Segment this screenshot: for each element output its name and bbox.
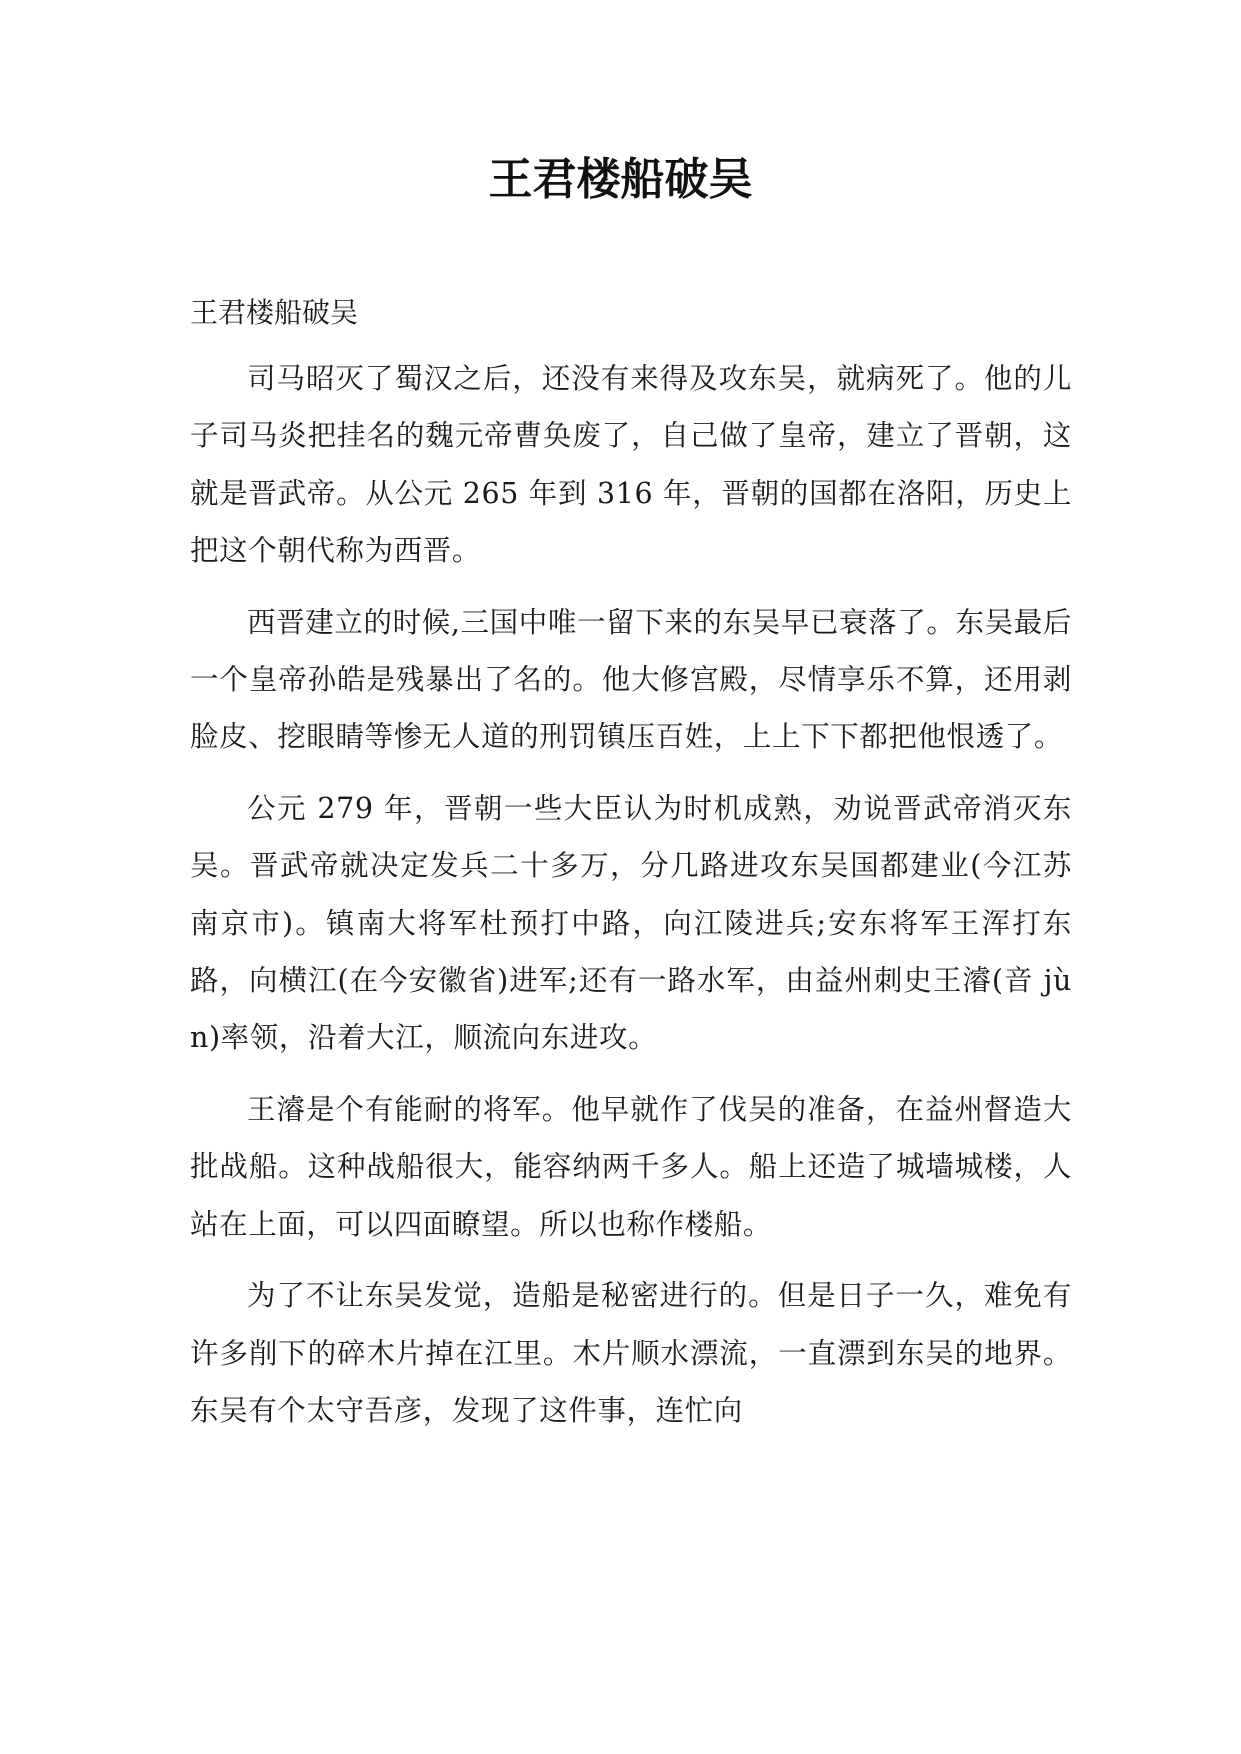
paragraph-3: 公元 279 年，晋朝一些大臣认为时机成熟，劝说晋武帝消灭东吴。晋武帝就决定发兵二十多万，分几路进攻东吴国都建业(今江苏南京市)。镇南大将军杜预打中路，向江陵进兵;安东将军王浑打东路，向横江(在今安徽省)进军;还有一路水军，由益州刺史王濬(音 jùn)率领，沿着大江，顺流向东进攻。: [190, 791, 1072, 1055]
body-text: [190, 350, 1072, 1453]
paragraph-4: 王濬是个有能耐的将军。他早就作了伐吴的准备，在益州督造大批战船。这种战船很大，能容纳两千多人。船上还造了城墙城楼，人站在上面，可以四面瞭望。所以也称作楼船。: [190, 1092, 1072, 1241]
paragraph-1: 司马昭灭了蜀汉之后，还没有来得及攻东吴，就病死了。他的儿子司马炎把挂名的魏元帝曹奂废了，自己做了皇帝，建立了晋朝，这就是晋武帝。从公元 265 年到 316 年，晋朝的国都在洛阳，历史上把这个朝代称为西晋。: [190, 362, 1072, 568]
paragraph-5: 为了不让东吴发觉，造船是秘密进行的。但是日子一久，难免有许多削下的碎木片掉在江里。木片顺水漂流，一直漂到东吴的地界。东吴有个太守吾彦，发现了这件事，连忙向: [190, 1279, 1072, 1427]
document-title: 王君楼船破吴: [488, 154, 753, 205]
paragraph-2: 西晋建立的时候,三国中唯一留下来的东吴早已衰落了。东吴最后一个皇帝孙皓是残暴出了名的。他大修宫殿，尽情享乐不算，还用剥脸皮、挖眼睛等惨无人道的刑罚镇压百姓，上上下下都把他恨透了。: [190, 605, 1072, 754]
document-subtitle: 王君楼船破吴: [190, 296, 359, 329]
